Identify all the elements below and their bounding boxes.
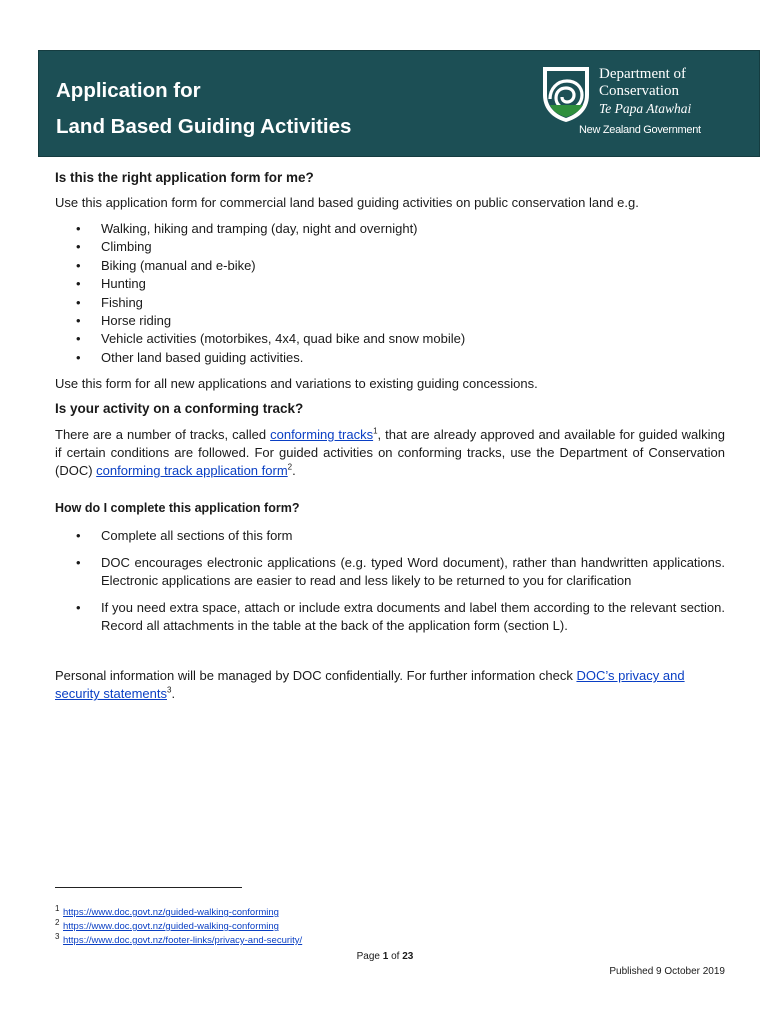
- list-item: • Vehicle activities (motorbikes, 4x4, quad bike and snow mobile): [55, 330, 465, 348]
- logo-line-2: Conservation: [599, 83, 679, 99]
- privacy-text-2: .: [171, 686, 176, 701]
- list-item: • If you need extra space, attach or include extra documents and label them according to the relevant section. Record all attachments in the table at the back of the application form (section L).: [55, 599, 725, 635]
- page-title: [56, 73, 351, 145]
- list-item: • Hunting: [55, 275, 465, 293]
- title-line-1: Application for: [56, 79, 201, 102]
- list-item: • Horse riding: [55, 312, 465, 330]
- section2-text-3: .: [292, 463, 296, 478]
- doc-fern-shield-logo-icon: [541, 65, 591, 123]
- footnote-ref-2: 2: [287, 462, 293, 472]
- privacy-text-1: Personal information will be managed by DOC confidentially. For further information check: [55, 668, 577, 683]
- footnote-link[interactable]: https://www.doc.govt.nz/footer-links/privacy-and-security/: [63, 935, 303, 946]
- page-prefix: Page: [356, 951, 383, 962]
- footnote-number: 2: [55, 918, 60, 927]
- logo-line-1: Department of: [599, 66, 687, 82]
- nz-government-label: New Zealand Government: [579, 124, 701, 136]
- conforming-track-form-link[interactable]: conforming track application form: [96, 463, 288, 478]
- footnote-number: 3: [55, 932, 60, 941]
- section1-heading: Is this the right application form for me?: [55, 170, 314, 185]
- section3-heading: How do I complete this application form?: [55, 501, 300, 515]
- privacy-statements-link[interactable]: DOC’s privacy and security statements: [55, 668, 685, 701]
- footnote-2: [55, 920, 302, 934]
- list-item: • Climbing: [55, 238, 465, 256]
- list-item: • Complete all sections of this form: [55, 527, 725, 545]
- footnote-1: [55, 906, 302, 920]
- title-line-2: Land Based Guiding Activities: [56, 115, 352, 138]
- list-item: • Fishing: [55, 294, 465, 312]
- conforming-tracks-link[interactable]: conforming tracks: [270, 427, 374, 442]
- doc-logo: [541, 63, 756, 143]
- activities-list: [55, 220, 465, 367]
- published-date: Published 9 October 2019: [609, 966, 725, 977]
- list-item: • Biking (manual and e-bike): [55, 257, 465, 275]
- privacy-paragraph: [55, 667, 725, 703]
- list-item: • DOC encourages electronic applications (e.g. typed Word document), rather than handwritten applications. Electronic applications are easier to read and less likely to be returned to you for clarification: [55, 554, 725, 590]
- section2-paragraph: [55, 426, 725, 480]
- page-number: [0, 951, 770, 962]
- list-item: • Other land based guiding activities.: [55, 349, 465, 367]
- footnotes: [55, 906, 302, 948]
- footnote-link[interactable]: https://www.doc.govt.nz/guided-walking-conforming: [63, 921, 279, 932]
- section1-outro: Use this form for all new applications and variations to existing guiding concessions.: [55, 376, 538, 391]
- section2-text-2: , that are already approved and available for guided walking if certain conditions are followed. For guided activities on conforming tracks, use the Department of Conservation (DOC): [55, 427, 725, 478]
- section2-heading: Is your activity on a conforming track?: [55, 401, 304, 416]
- footnote-link[interactable]: https://www.doc.govt.nz/guided-walking-conforming: [63, 907, 279, 918]
- instructions-list: [55, 527, 725, 644]
- footnote-ref-1: 1: [373, 426, 378, 436]
- footnote-divider: [55, 887, 242, 888]
- footnote-3: [55, 934, 302, 948]
- section1-intro: Use this application form for commercial land based guiding activities on public conservation land e.g.: [55, 195, 639, 210]
- logo-text: [599, 66, 691, 118]
- footnote-ref-3: 3: [167, 685, 172, 695]
- list-item: • Walking, hiking and tramping (day, night and overnight): [55, 220, 465, 238]
- logo-line-3: Te Papa Atawhai: [599, 101, 692, 116]
- page-of: of: [388, 951, 403, 962]
- page-current: 1: [382, 951, 389, 962]
- header-banner: [38, 50, 760, 157]
- page-total: 23: [402, 951, 414, 962]
- section2-text-1: There are a number of tracks, called: [55, 427, 271, 442]
- footnote-number: 1: [55, 904, 60, 913]
